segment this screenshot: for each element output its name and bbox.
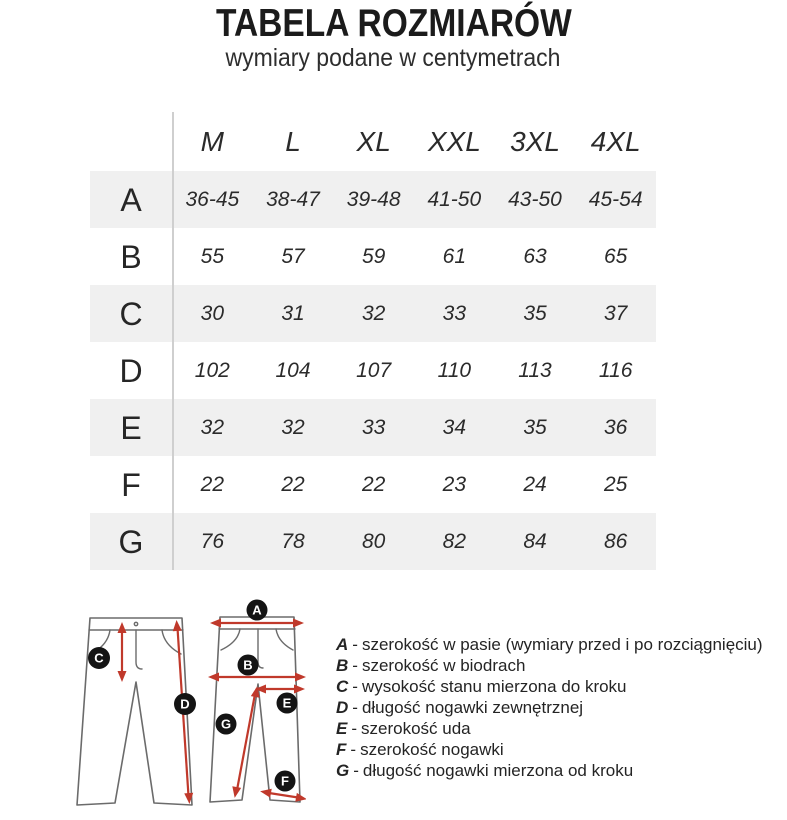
pants-outline xyxy=(77,618,192,805)
cell-b-l: 57 xyxy=(281,244,305,268)
table-column-divider xyxy=(172,112,174,570)
cell-g-3xl: 84 xyxy=(523,529,547,553)
cell-d-xl: 107 xyxy=(356,358,392,382)
measure-badge-c xyxy=(88,647,110,669)
svg-text:F: F xyxy=(281,773,289,789)
table-row-f xyxy=(90,456,656,513)
cell-d-3xl: 113 xyxy=(518,358,552,382)
col-header-l: L xyxy=(285,125,301,157)
cell-b-3xl: 63 xyxy=(523,244,547,268)
col-header-xxl: XXL xyxy=(427,125,481,157)
measure-badge-e xyxy=(277,693,298,714)
legend-letter: E xyxy=(336,719,348,738)
legend-text: szerokość uda xyxy=(361,719,471,738)
row-label-b: B xyxy=(120,238,142,275)
cell-e-4xl: 36 xyxy=(603,415,628,439)
cell-d-4xl: 116 xyxy=(598,358,633,382)
cell-g-4xl: 86 xyxy=(603,529,628,553)
cell-e-3xl: 35 xyxy=(523,415,547,439)
legend-item-a xyxy=(336,634,763,655)
cell-c-xl: 32 xyxy=(361,301,386,325)
legend-text: długość nogawki mierzona od kroku xyxy=(362,761,634,780)
row-label-e: E xyxy=(120,409,142,446)
legend-item-g xyxy=(336,760,763,781)
legend-letter: A xyxy=(336,635,349,654)
table-row-b xyxy=(90,228,656,285)
measure-badge-g xyxy=(216,714,237,735)
col-header-xl: XL xyxy=(356,125,391,157)
legend-separator: - xyxy=(353,761,359,780)
cell-b-xl: 59 xyxy=(361,244,386,268)
table-row-a xyxy=(90,171,656,228)
measure-badge-f xyxy=(275,771,296,792)
cell-e-xxl: 34 xyxy=(442,415,466,439)
svg-text:G: G xyxy=(220,716,232,732)
cell-f-l: 22 xyxy=(281,472,305,496)
col-header-3xl: 3XL xyxy=(510,125,560,157)
page-title: TABELA ROZMIARÓW xyxy=(215,2,572,45)
table-header-row xyxy=(90,112,656,171)
cell-f-3xl: 24 xyxy=(523,472,547,496)
cell-g-l: 78 xyxy=(281,529,305,553)
cell-e-l: 32 xyxy=(281,415,305,439)
cell-f-4xl: 25 xyxy=(603,472,628,496)
page-header xyxy=(0,4,787,71)
cell-a-3xl: 43-50 xyxy=(508,187,562,211)
measure-badge-d xyxy=(174,693,196,715)
cell-g-xxl: 82 xyxy=(442,529,466,553)
row-label-g: G xyxy=(118,523,144,560)
cell-d-xxl: 110 xyxy=(437,358,472,382)
cell-a-m: 36-45 xyxy=(185,187,240,211)
measurement-legend xyxy=(336,634,763,781)
table-row-c xyxy=(90,285,656,342)
cell-a-xxl: 41-50 xyxy=(427,187,482,211)
cell-f-xl: 22 xyxy=(361,472,386,496)
legend-letter: G xyxy=(336,761,350,780)
measure-badge-a xyxy=(247,600,268,621)
cell-a-4xl: 45-54 xyxy=(588,187,643,211)
table-row-e xyxy=(90,399,656,456)
cell-a-l: 38-47 xyxy=(266,187,320,211)
legend-separator: - xyxy=(352,656,358,675)
col-header-m: M xyxy=(200,125,224,157)
cell-e-xl: 33 xyxy=(361,415,386,439)
cell-b-m: 55 xyxy=(200,244,224,268)
legend-text: szerokość w biodrach xyxy=(361,656,526,675)
row-label-c: C xyxy=(119,295,143,332)
legend-text: szerokość w pasie (wymiary przed i po rozciągnięciu) xyxy=(361,635,763,654)
cell-b-xxl: 61 xyxy=(442,244,466,268)
legend-letter: B xyxy=(336,656,349,675)
legend-item-f xyxy=(336,739,763,760)
cell-f-xxl: 23 xyxy=(442,472,466,496)
legend-separator: - xyxy=(352,677,358,696)
legend-separator: - xyxy=(352,635,358,654)
legend-separator: - xyxy=(350,740,357,759)
svg-text:B: B xyxy=(243,657,253,673)
page-subtitle: wymiary podane w centymetrach xyxy=(226,43,561,72)
legend-letter: F xyxy=(336,740,347,759)
cell-c-m: 30 xyxy=(200,301,224,325)
legend-item-b xyxy=(336,655,763,676)
legend-text: wysokość stanu mierzona do kroku xyxy=(361,677,627,696)
pants-diagram-left xyxy=(70,612,210,812)
cell-c-xxl: 33 xyxy=(442,301,466,325)
legend-item-c xyxy=(336,676,763,697)
cell-c-l: 31 xyxy=(281,301,305,325)
col-header-4xl: 4XL xyxy=(590,125,641,157)
table-row-d xyxy=(90,342,656,399)
size-table xyxy=(90,112,656,570)
legend-text: szerokość nogawki xyxy=(360,740,504,759)
legend-letter: C xyxy=(336,677,349,696)
pants-diagram-right xyxy=(206,598,306,814)
cell-d-m: 102 xyxy=(194,358,230,382)
cell-e-m: 32 xyxy=(200,415,224,439)
legend-letter: D xyxy=(336,698,349,717)
table-row-g xyxy=(90,513,656,570)
measure-badge-b xyxy=(238,655,259,676)
row-label-f: F xyxy=(121,466,141,503)
svg-text:E: E xyxy=(282,695,292,711)
svg-text:D: D xyxy=(180,696,190,712)
cell-f-m: 22 xyxy=(200,472,224,496)
cell-c-3xl: 35 xyxy=(523,301,547,325)
legend-item-e xyxy=(336,718,763,739)
legend-text: długość nogawki zewnętrznej xyxy=(361,698,584,717)
row-label-a: A xyxy=(120,181,142,218)
svg-text:A: A xyxy=(252,602,262,618)
cell-b-4xl: 65 xyxy=(603,244,628,268)
legend-item-d xyxy=(336,697,763,718)
svg-text:C: C xyxy=(94,650,104,666)
cell-g-xl: 80 xyxy=(361,529,386,553)
cell-c-4xl: 37 xyxy=(603,301,628,325)
row-label-d: D xyxy=(119,352,143,389)
legend-separator: - xyxy=(351,719,358,738)
cell-d-l: 104 xyxy=(275,358,311,382)
cell-g-m: 76 xyxy=(200,529,224,553)
legend-separator: - xyxy=(352,698,358,717)
cell-a-xl: 39-48 xyxy=(346,187,401,211)
